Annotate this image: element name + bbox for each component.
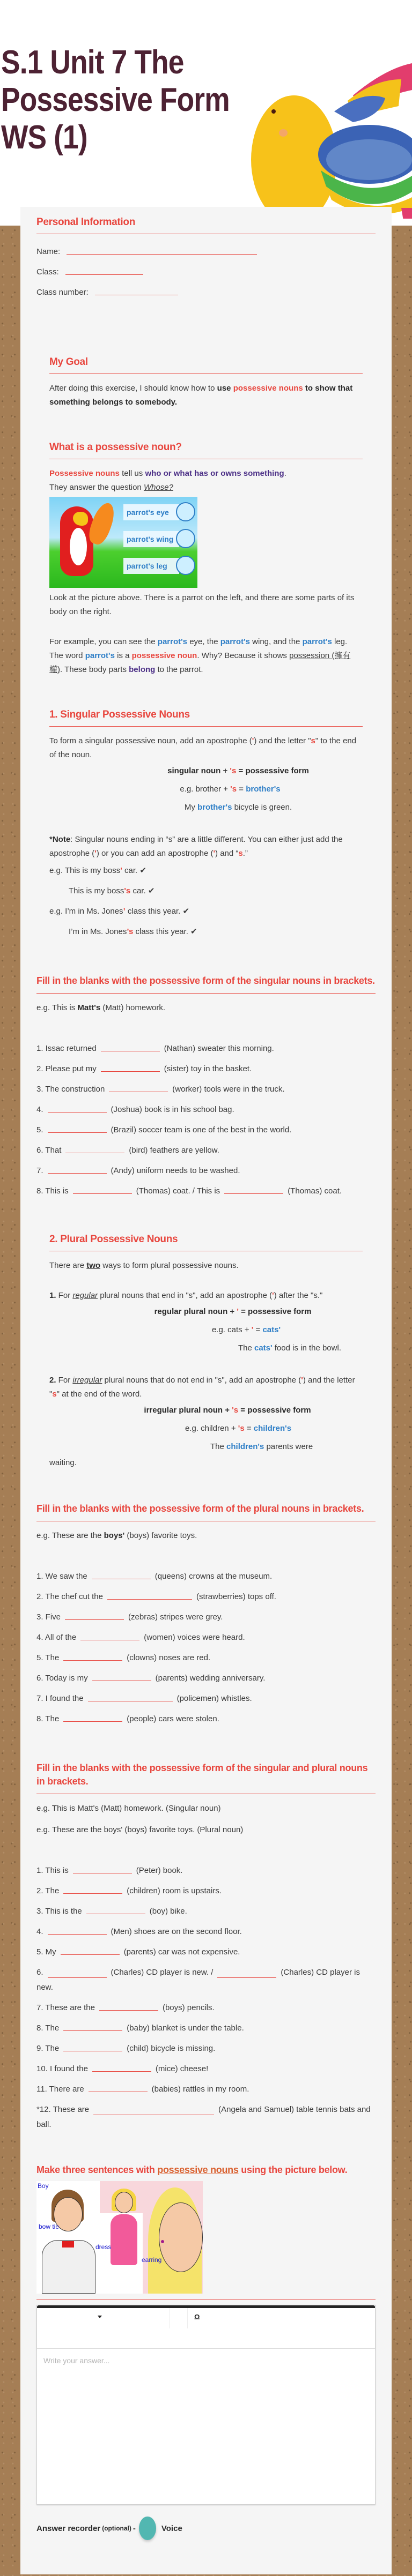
answer-blank[interactable]: [63, 1651, 122, 1661]
question-row: 9. The (child) bicycle is missing.: [36, 2039, 376, 2059]
girl-face: [115, 2192, 133, 2213]
bow-tie-label: bow tie: [39, 2223, 60, 2230]
personal-info-section: [36, 216, 376, 303]
answer-blank[interactable]: [107, 1590, 192, 1600]
question-row: *12. These are (Angela and Samuel) table tennis bats and ball.: [36, 2105, 371, 2129]
section-title: Fill in the blanks with the possessive form of the plural nouns in brackets.: [36, 1502, 376, 1521]
question-row: 5. My (parents) car was not expensive.: [36, 1942, 376, 1962]
section-title: My Goal: [49, 356, 363, 374]
question-row: 6. Today is my (parents) wedding anniversary.: [36, 1668, 376, 1689]
class-number-label: Class number:: [36, 288, 89, 297]
worksheet-card: [20, 207, 392, 2574]
question-row: 4. (Men) shoes are on the second floor.: [36, 1922, 376, 1942]
question-row: 7. These are the (boys) pencils.: [36, 1998, 376, 2018]
name-label: Name:: [36, 247, 61, 256]
question-row: 2. The (children) room is upstairs.: [36, 1881, 376, 1901]
answer-blank[interactable]: [92, 1671, 151, 1681]
answer-blank[interactable]: [48, 1968, 107, 1978]
singular-intro: To form a singular possessive noun, add an apostrophe (') and the letter "s" to the end of the noun.: [49, 736, 357, 759]
format-dropdown[interactable]: [37, 2308, 170, 2328]
section-title: Fill in the blanks with the possessive form of the singular and plural nouns in brackets.: [36, 1761, 376, 1794]
question-row: 8. The (people) cars were stolen.: [36, 1709, 376, 1729]
class-number-field[interactable]: [95, 286, 178, 295]
regular-formula: regular plural noun + ' = possessive form: [154, 1307, 312, 1316]
section-title: Personal Information: [36, 216, 376, 234]
bow-tie-icon: [62, 2241, 74, 2248]
sentence-writing-section: [36, 2164, 376, 2540]
regular-example: e.g. cats + ' = cats': [211, 1325, 281, 1334]
mom-face: [159, 2202, 203, 2272]
answer-blank[interactable]: [88, 1692, 173, 1701]
question-row: 3. The construction (worker) tools were in the truck.: [36, 1079, 376, 1100]
caret-down-icon: [98, 2316, 102, 2318]
answer-blank[interactable]: [93, 2105, 214, 2115]
check-icon: ✔: [148, 886, 155, 895]
parrot-belly: [70, 528, 87, 565]
class-number-row: [36, 282, 376, 303]
plural-intro: There are two ways to form plural possessive nouns.: [49, 1261, 239, 1270]
answer-input[interactable]: [37, 2349, 375, 2504]
section-title: 1. Singular Possessive Nouns: [49, 709, 363, 727]
answer-blank[interactable]: [99, 2001, 158, 2011]
answer-blank[interactable]: [92, 2062, 151, 2072]
name-row: [36, 242, 376, 262]
earring-icon: [161, 2240, 164, 2243]
parrot-image: [49, 497, 197, 588]
singular-formula: singular noun + 's = possessive form: [167, 766, 309, 775]
question-text: They answer the question Whose?: [49, 483, 173, 492]
irregular-formula: irregular plural noun + 's = possessive form: [144, 1406, 311, 1415]
goal-section: [36, 356, 376, 409]
page-title: S.1 Unit 7 The Possessive Form WS (1): [1, 44, 230, 156]
singular-section: [36, 709, 376, 942]
goal-text: After doing this exercise, I should know how to use possessive nouns to show that something belongs to somebody.: [49, 384, 353, 407]
special-character-button[interactable]: Ω: [194, 2313, 200, 2321]
class-label: Class:: [36, 267, 59, 277]
definition-text: Possessive nouns tell us who or what has or owns something.: [49, 469, 286, 478]
dress-icon: [111, 2214, 137, 2265]
boy-shirt: [42, 2240, 95, 2294]
answer-blank[interactable]: [63, 2021, 122, 2031]
question-row: 3. This is the (boy) bike.: [36, 1901, 376, 1922]
irregular-rule: 2. For irregular plural nouns that do not end in "s", add an apostrophe (') and the letter "s" at the end of the word.: [49, 1376, 355, 1399]
wing-circle-icon: [176, 529, 195, 548]
answer-blank[interactable]: [65, 1144, 124, 1153]
singular-note: *Note: Singular nouns ending in “s” are a little different. You can either just add the apostrophe (') or you can add an apostrophe (') and “s.”: [49, 835, 343, 858]
check-icon: ✔: [190, 927, 197, 936]
question-row: 7. (Andy) uniform needs to be washed.: [36, 1161, 376, 1181]
watercolor-bird-icon: [246, 47, 412, 219]
answer-blank[interactable]: [48, 1123, 107, 1133]
record-voice-button[interactable]: [139, 2517, 156, 2540]
parrot-beak: [73, 512, 88, 526]
answer-blank[interactable]: [224, 1184, 283, 1194]
question-row: 2. The chef cut the (strawberries) tops off.: [36, 1587, 376, 1607]
recorder-optional: (optional): [102, 2525, 131, 2532]
question-row: 10. I found the (mice) cheese!: [36, 2059, 376, 2079]
question-row: 6. (Charles) CD player is new. / (Charles) CD player is new.: [36, 1968, 360, 1992]
exercise-singular-section: [36, 974, 376, 1201]
check-icon: ✔: [139, 866, 146, 875]
picture-description: Look at the picture above. There is a parrot on the left, and there are some parts of its body on the right.: [49, 593, 355, 616]
note-example: e.g. This is my boss' car. ✔: [49, 866, 146, 875]
question-row: 5. The (clowns) noses are red.: [36, 1648, 376, 1668]
question-row: 2. Please put my (sister) toy in the basket.: [36, 1059, 376, 1079]
recorder-dash: -: [133, 2523, 136, 2533]
editor-toolbar: [37, 2308, 375, 2349]
dress-label: dress: [95, 2243, 112, 2251]
exercise-example: e.g. These are the boys' (boys) favorite toys. (Plural noun): [36, 1825, 244, 1834]
section-title: Make three sentences with possessive nouns using the picture below.: [36, 2164, 348, 2175]
name-field[interactable]: [67, 245, 257, 255]
question-row: 7. I found the (policemen) whistles.: [36, 1689, 376, 1709]
question-row: 1. Issac returned (Nathan) sweater this morning.: [36, 1039, 376, 1059]
exercise-example: e.g. This is Matt's (Matt) homework. (Singular noun): [36, 1804, 221, 1813]
answer-blank[interactable]: [92, 1570, 151, 1579]
class-field[interactable]: [65, 265, 143, 275]
note-example: I’m in Ms. Jones’s class this year. ✔: [69, 927, 197, 936]
section-title: Fill in the blanks with the possessive form of the singular nouns in brackets.: [36, 974, 376, 994]
regular-rule: 1. For regular plural nouns that end in "s", add an apostrophe (') after the "s.": [49, 1291, 323, 1300]
boy-label: Boy: [38, 2182, 49, 2190]
question-row: 5. (Brazil) soccer team is one of the best in the world.: [36, 1120, 376, 1140]
parrot-eye-label: parrot's eye: [123, 504, 179, 520]
question-row: 8. The (baby) blanket is under the table.: [36, 2018, 376, 2039]
page-header: [0, 0, 412, 225]
question-row: 1. We saw the (queens) crowns at the museum.: [36, 1566, 376, 1587]
singular-example: e.g. brother + 's = brother's: [180, 785, 281, 794]
parrot-wing-label: parrot's wing: [123, 531, 179, 547]
question-row: 8. This is (Thomas) coat. / This is (Thomas) coat.: [36, 1181, 376, 1201]
answer-blank[interactable]: [63, 1884, 122, 1894]
question-row: 1. This is (Peter) book.: [36, 1861, 376, 1881]
note-example: This is my boss's car. ✔: [69, 886, 155, 895]
answer-editor: [36, 2305, 376, 2505]
answer-blank[interactable]: [109, 1082, 168, 1092]
exercise-plural-section: [36, 1502, 376, 1729]
question-row: 11. There are (babies) rattles in my room.: [36, 2079, 376, 2100]
exercise-example: e.g. This is Matt's (Matt) homework.: [36, 1003, 166, 1012]
section-title: 2. Plural Possessive Nouns: [49, 1234, 363, 1251]
answer-blank[interactable]: [63, 2042, 122, 2051]
check-icon: ✔: [182, 907, 190, 916]
answer-blank[interactable]: [65, 1610, 124, 1620]
regular-sentence: The cats' food is in the bowl.: [238, 1343, 341, 1353]
exercise-mixed-section: [36, 1761, 376, 2132]
irregular-sentence: The children's parents were: [210, 1442, 313, 1451]
note-example: e.g. I’m in Ms. Jones’ class this year. ✔: [49, 907, 190, 916]
question-row: 4. All of the (women) voices were heard.: [36, 1627, 376, 1648]
answer-blank[interactable]: [61, 1945, 120, 1955]
answer-blank[interactable]: [217, 1968, 276, 1978]
leg-circle-icon: [176, 556, 195, 575]
section-title: What is a possessive noun?: [49, 442, 363, 459]
recorder-label: Answer recorder: [36, 2523, 101, 2533]
irregular-sentence-end: waiting.: [49, 1458, 77, 1467]
example-text: For example, you can see the parrot's eye, the parrot's wing, and the parrot's leg. The word parrot's is a possessive noun. Why? Because it shows possession (擁有權). These body parts belong to the parrot.: [49, 637, 351, 674]
answer-blank[interactable]: [48, 1103, 107, 1112]
parrot-leg-label: parrot's leg: [123, 558, 179, 574]
answer-blank[interactable]: [63, 1712, 122, 1722]
answer-recorder: [36, 2517, 376, 2540]
irregular-example: e.g. children + 's = children's: [185, 1424, 292, 1433]
eye-circle-icon: [176, 502, 195, 521]
question-row: 6. That (bird) feathers are yellow.: [36, 1140, 376, 1161]
answer-blank[interactable]: [101, 1062, 160, 1072]
answer-blank[interactable]: [86, 1905, 145, 1914]
earring-label: earring: [142, 2256, 162, 2264]
answer-blank[interactable]: [101, 1042, 160, 1051]
answer-blank[interactable]: [48, 1925, 107, 1935]
answer-blank[interactable]: [89, 2082, 148, 2092]
voice-label: Voice: [161, 2523, 182, 2533]
plural-section: [36, 1234, 376, 1470]
question-row: 3. Five (zebras) stripes were grey.: [36, 1607, 376, 1627]
answer-blank[interactable]: [48, 1164, 107, 1174]
family-picture: [36, 2181, 203, 2294]
class-row: [36, 262, 376, 282]
question-row: 4. (Joshua) book is in his school bag.: [36, 1100, 376, 1120]
answer-blank[interactable]: [80, 1631, 139, 1640]
what-is-section: [36, 442, 376, 677]
answer-blank[interactable]: [73, 1184, 132, 1194]
singular-sentence: My brother's bicycle is green.: [184, 803, 292, 812]
toolbar-button[interactable]: [170, 2308, 188, 2328]
exercise-example: e.g. These are the boys' (boys) favorite toys.: [36, 1531, 197, 1540]
answer-blank[interactable]: [73, 1864, 132, 1873]
